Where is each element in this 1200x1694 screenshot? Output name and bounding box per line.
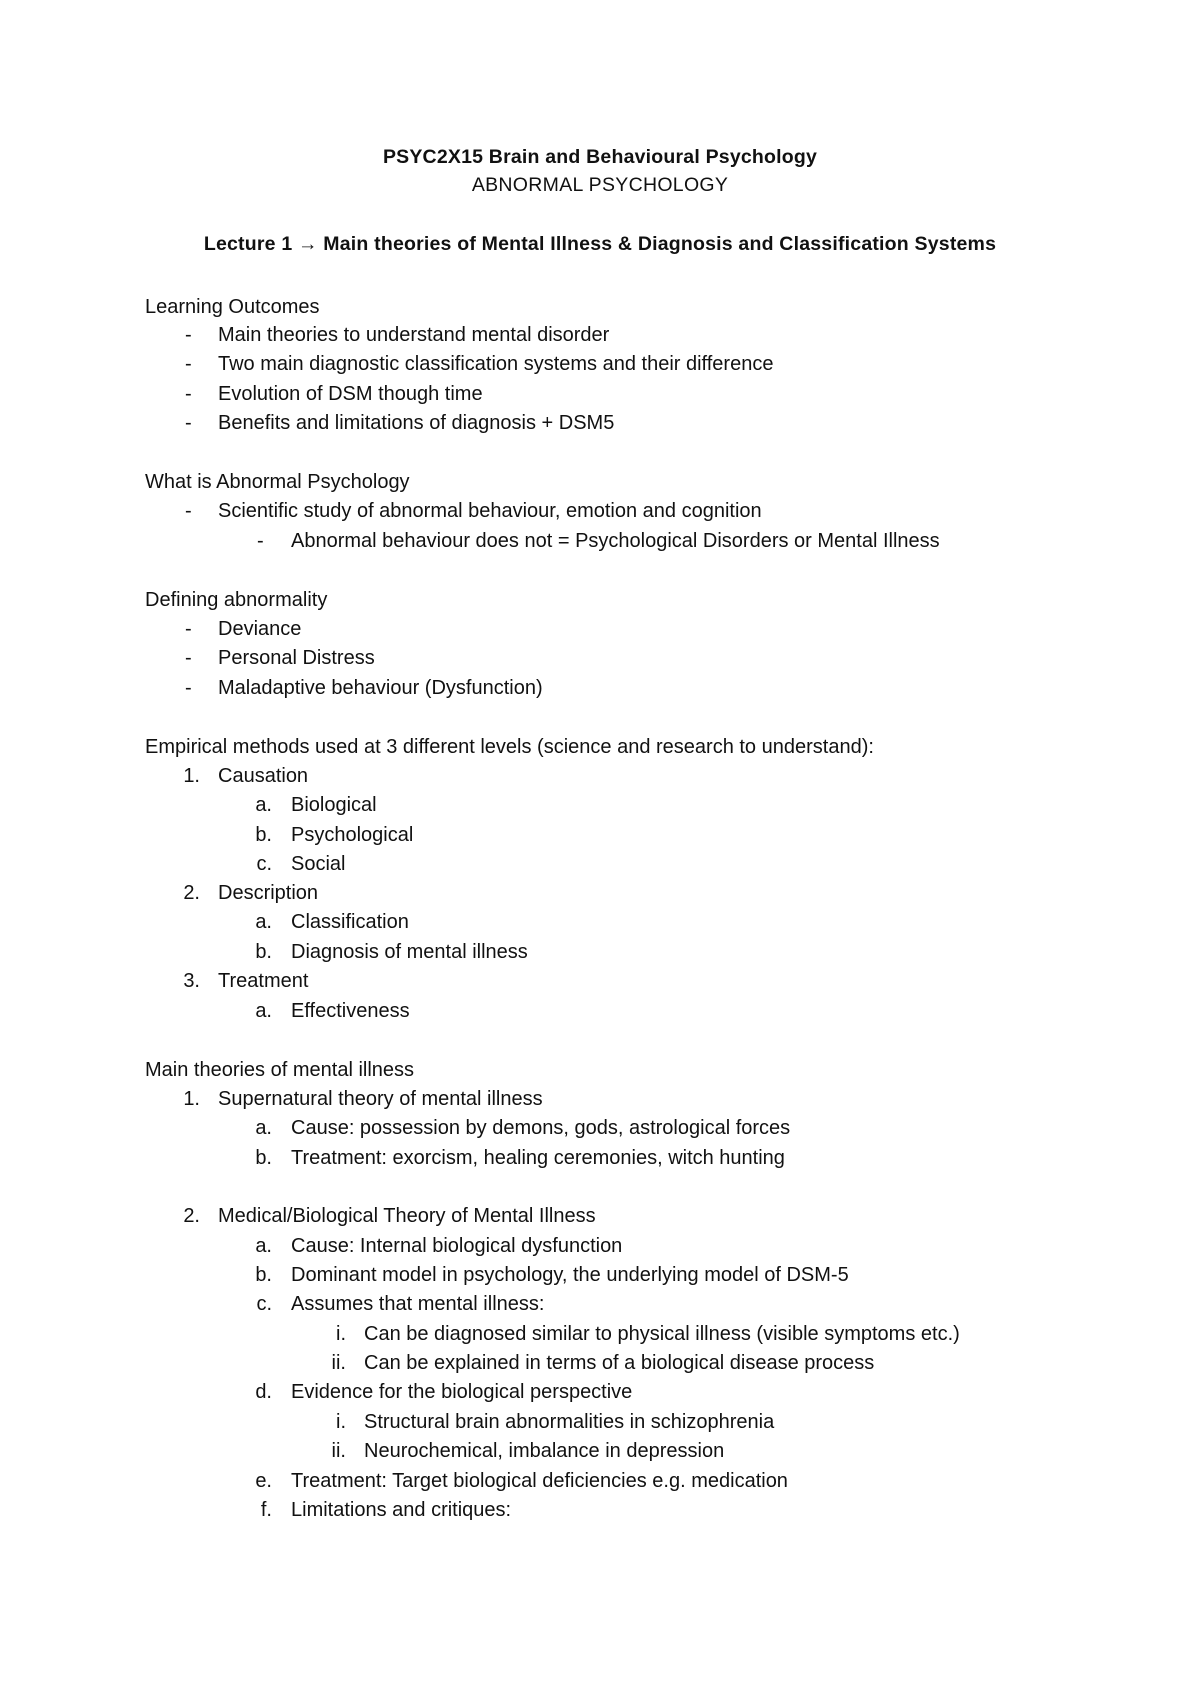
list-letter: d. (255, 1381, 272, 1403)
bullet-dash: - (185, 677, 192, 699)
list-item: Diagnosis of mental illness (291, 941, 528, 963)
list-number: 1. (183, 1088, 200, 1110)
bullet-dash: - (185, 324, 192, 346)
list-letter: a. (255, 794, 272, 816)
empirical-heading: Empirical methods used at 3 different levels (science and research to understand): (145, 736, 874, 758)
list-letter: a. (255, 1000, 272, 1022)
learning-outcomes-heading: Learning Outcomes (145, 296, 320, 318)
list-item: Description (218, 882, 319, 904)
list-item: Personal Distress (218, 647, 375, 669)
list-item: Causation (218, 765, 309, 787)
list-roman: i. (336, 1323, 346, 1345)
list-item: Cause: possession by demons, gods, astrological forces (291, 1117, 791, 1139)
bullet-dash: - (185, 500, 192, 522)
list-item: Supernatural theory of mental illness (218, 1088, 543, 1110)
section-title: ABNORMAL PSYCHOLOGY (471, 174, 729, 196)
list-item: Classification (291, 911, 409, 933)
list-item: Maladaptive behaviour (Dysfunction) (218, 677, 543, 699)
list-letter: b. (255, 824, 272, 846)
list-letter: f. (260, 1499, 272, 1521)
list-number: 1. (183, 765, 200, 787)
list-letter: c. (256, 853, 272, 875)
defining-heading: Defining abnormality (145, 589, 328, 611)
course-title: PSYC2X15 Brain and Behavioural Psychology (382, 146, 818, 168)
list-item: Limitations and critiques: (291, 1499, 512, 1521)
list-item: Effectiveness (291, 1000, 410, 1022)
what-is-heading: What is Abnormal Psychology (145, 471, 410, 493)
list-roman: ii. (331, 1440, 346, 1462)
list-number: 2. (183, 882, 200, 904)
list-item: Assumes that mental illness: (291, 1293, 545, 1315)
list-letter: a. (255, 911, 272, 933)
list-number: 3. (183, 970, 200, 992)
list-roman: i. (336, 1411, 346, 1433)
list-roman: ii. (331, 1352, 346, 1374)
list-number: 2. (183, 1205, 200, 1227)
list-item: Can be diagnosed similar to physical illness (visible symptoms etc.) (364, 1323, 960, 1345)
list-item: Dominant model in psychology, the underlying model of DSM-5 (291, 1264, 849, 1286)
bullet-dash: - (185, 353, 192, 375)
list-letter: b. (255, 1147, 272, 1169)
list-item: Abnormal behaviour does not = Psychological Disorders or Mental Illness (291, 530, 940, 552)
bullet-dash: - (185, 383, 192, 405)
list-letter: b. (255, 1264, 272, 1286)
bullet-dash: - (257, 530, 264, 552)
list-item: Cause: Internal biological dysfunction (291, 1235, 623, 1257)
list-item: Social (291, 853, 346, 875)
lecture-title: Lecture 1 → Main theories of Mental Illness & Diagnosis and Classification Systems (203, 233, 997, 255)
list-letter: a. (255, 1235, 272, 1257)
list-item: Deviance (218, 618, 302, 640)
list-letter: c. (256, 1293, 272, 1315)
list-item: Medical/Biological Theory of Mental Illness (218, 1205, 596, 1227)
theories-heading: Main theories of mental illness (145, 1059, 415, 1081)
list-item: Can be explained in terms of a biological disease process (364, 1352, 875, 1374)
list-item: Main theories to understand mental disorder (218, 324, 610, 346)
list-item: Structural brain abnormalities in schizophrenia (364, 1411, 775, 1433)
list-item: Treatment (218, 970, 309, 992)
list-letter: e. (255, 1470, 272, 1492)
list-letter: b. (255, 941, 272, 963)
list-item: Neurochemical, imbalance in depression (364, 1440, 725, 1462)
list-item: Psychological (291, 824, 414, 846)
list-item: Biological (291, 794, 377, 816)
list-item: Benefits and limitations of diagnosis + DSM5 (218, 412, 615, 434)
list-item: Two main diagnostic classification systems and their difference (218, 353, 774, 375)
bullet-dash: - (185, 412, 192, 434)
list-letter: a. (255, 1117, 272, 1139)
list-item: Treatment: Target biological deficiencies e.g. medication (291, 1470, 788, 1492)
list-item: Treatment: exorcism, healing ceremonies, witch hunting (291, 1147, 785, 1169)
list-item: Scientific study of abnormal behaviour, emotion and cognition (218, 500, 762, 522)
list-item: Evolution of DSM though time (218, 383, 483, 405)
bullet-dash: - (185, 647, 192, 669)
bullet-dash: - (185, 618, 192, 640)
list-item: Evidence for the biological perspective (291, 1381, 633, 1403)
